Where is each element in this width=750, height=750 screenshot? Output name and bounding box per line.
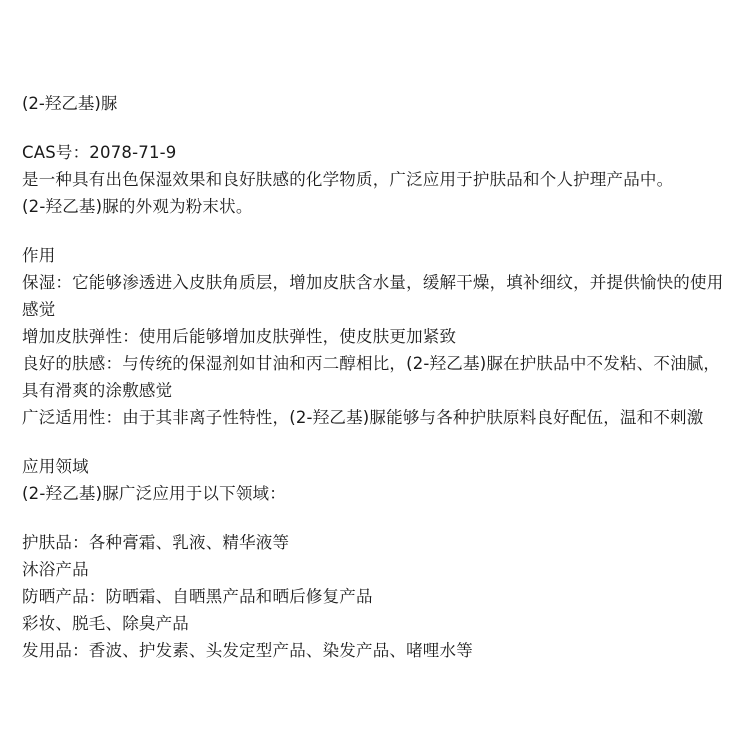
intro-line-1: 是一种具有出色保湿效果和良好肤感的化学物质，广泛应用于护肤品和个人护理产品中。 — [22, 170, 674, 189]
cas-label: CAS号： — [22, 143, 90, 162]
effect-compatibility: 广泛适用性：由于其非离子性特性，(2-羟乙基)脲能够与各种护肤原料良好配伍，温和不刺激 — [22, 408, 704, 427]
cas-value: 2078-71-9 — [89, 143, 177, 162]
application-list — [22, 529, 728, 664]
application-field-section — [22, 453, 728, 507]
application-intro: (2-羟乙基)脲广泛应用于以下领域： — [22, 484, 286, 503]
effects-heading: 作用 — [22, 246, 56, 265]
application-item-bath: 沐浴产品 — [22, 560, 89, 579]
effect-moisturizing: 保湿：它能够渗透进入皮肤角质层，增加皮肤含水量，缓解干燥，填补细纹，并提供愉快的使用感觉 — [22, 273, 724, 319]
application-item-skincare: 护肤品：各种膏霜、乳液、精华液等 — [22, 533, 290, 552]
product-title: (2-羟乙基)脲 — [22, 94, 118, 113]
application-heading: 应用领域 — [22, 457, 89, 476]
application-item-makeup: 彩妆、脱毛、除臭产品 — [22, 614, 189, 633]
cas-and-intro-block — [22, 139, 728, 220]
effects-section — [22, 242, 728, 431]
application-item-haircare: 发用品：香波、护发素、头发定型产品、染发产品、啫哩水等 — [22, 641, 473, 660]
effect-elasticity: 增加皮肤弹性：使用后能够增加皮肤弹性，使皮肤更加紧致 — [22, 327, 457, 346]
effect-skin-feel: 良好的肤感：与传统的保湿剂如甘油和丙二醇相比，(2-羟乙基)脲在护肤品中不发粘、不油腻，具有滑爽的涂敷感觉 — [22, 354, 721, 400]
cas-line — [22, 139, 728, 166]
intro-line-2: (2-羟乙基)脲的外观为粉末状。 — [22, 197, 253, 216]
application-item-sun: 防晒产品：防晒霜、自晒黑产品和晒后修复产品 — [22, 587, 373, 606]
